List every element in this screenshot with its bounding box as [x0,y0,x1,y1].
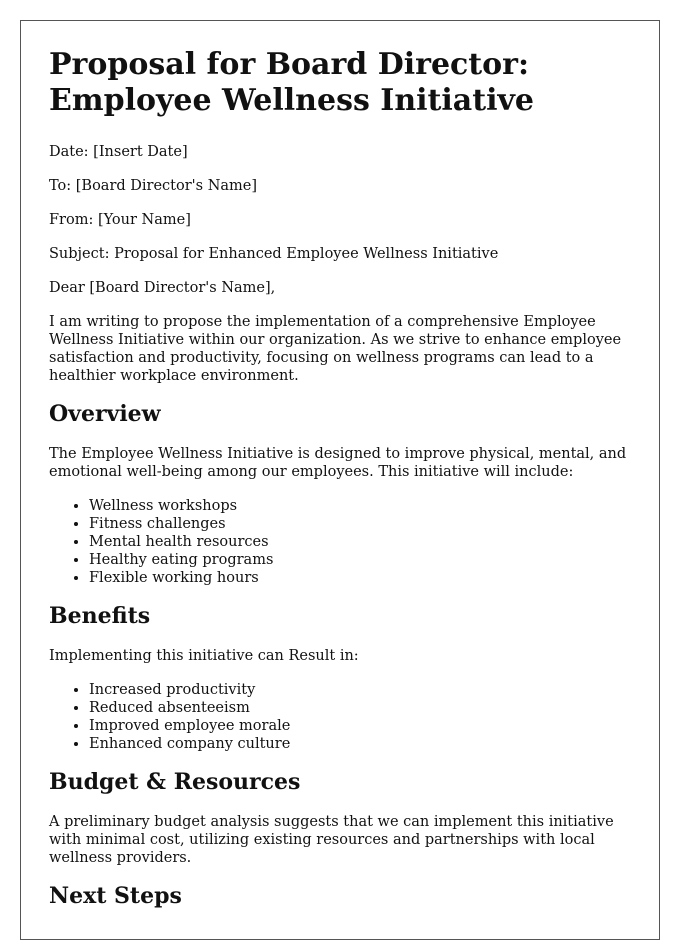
date-line: Date: [Insert Date] [49,144,188,160]
benefits-paragraph: Implementing this initiative can Result in: [49,648,359,664]
overview-list [49,497,631,587]
budget-paragraph: A preliminary budget analysis suggests that we can implement this initiative with minimal cost, utilizing existing resources and partnerships with local wellness providers. [49,814,614,866]
benefits-heading: Benefits [49,603,151,629]
budget-heading: Budget & Resources [49,769,301,795]
from-line: From: [Your Name] [49,212,191,228]
benefits-list [49,681,631,753]
document-title: Proposal for Board Director: Employee Wellness Initiative [49,47,534,118]
subject-line: Subject: Proposal for Enhanced Employee Wellness Initiative [49,246,499,262]
next-steps-heading: Next Steps [49,883,182,909]
list-item: • Improved employee morale [89,717,631,735]
salutation: Dear [Board Director's Name], [49,280,276,296]
list-item: • Wellness workshops [89,497,631,515]
list-item: • Fitness challenges [89,515,631,533]
list-item: • Flexible working hours [89,569,631,587]
list-item: • Enhanced company culture [89,735,631,753]
overview-heading: Overview [49,401,161,427]
overview-paragraph: The Employee Wellness Initiative is designed to improve physical, mental, and emotional well-being among our employees. This initiative will include: [49,446,627,480]
list-item: • Mental health resources [89,533,631,551]
list-item: • Healthy eating programs [89,551,631,569]
intro-paragraph: I am writing to propose the implementation of a comprehensive Employee Wellness Initiative within our organization. As we strive to enhance employee satisfaction and productivity, focusing on wellness programs can lead to a healthier workplace environment. [49,314,622,384]
to-line: To: [Board Director's Name] [49,178,258,194]
list-item: • Increased productivity [89,681,631,699]
list-item: • Reduced absenteeism [89,699,631,717]
letter-page [20,20,660,940]
